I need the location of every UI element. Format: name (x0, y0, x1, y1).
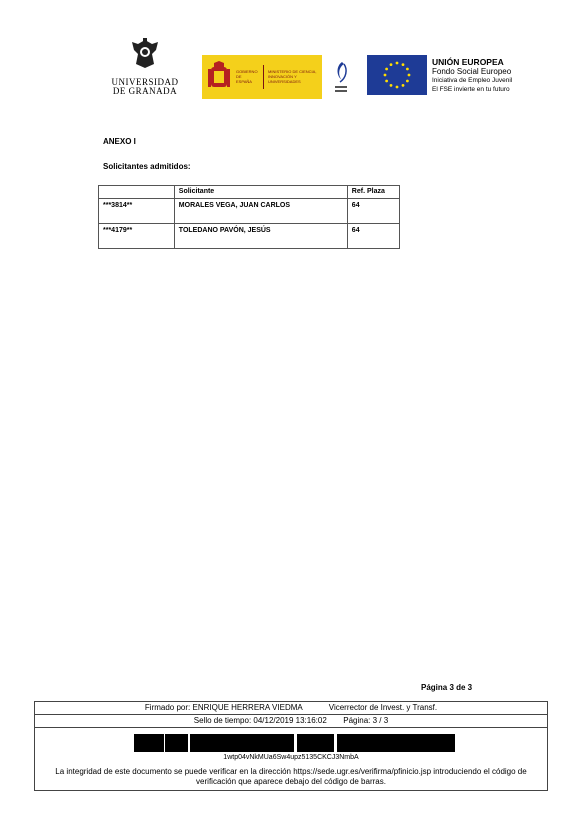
table-header-row (99, 186, 400, 199)
eu-stars-icon (367, 55, 427, 95)
signature-box (34, 701, 548, 791)
eu-text-block (432, 58, 512, 94)
government-logo (202, 55, 322, 99)
eu-title: UNIÓN EUROPEA (432, 57, 504, 67)
table-row (99, 199, 400, 224)
government-label: GOBIERNO DE ESPAÑA (236, 69, 258, 84)
verification-code: 1wtp04vNkMUa6Sw4upz5135CKCJ3NmbA (223, 754, 359, 761)
university-logo (108, 38, 182, 96)
signed-by: Firmado por: ENRIQUE HERRERA VIEDMA (144, 703, 303, 712)
university-name-line1: UNIVERSIDAD (111, 77, 179, 87)
timestamp-row (35, 715, 547, 728)
row-name: TOLEDANO PAVÓN, JESÚS (174, 224, 347, 249)
eu-fund-line: Fondo Social Europeo (432, 67, 512, 76)
eu-initiative-line: Iniciativa de Empleo Juvenil (432, 77, 513, 84)
row-ref: 64 (347, 224, 399, 249)
table-row (99, 224, 400, 249)
ministry-label: MINISTERIO DE CIENCIA, INNOVACIÓN Y UNIVERSIDADES (268, 69, 317, 84)
barcode-icon (133, 734, 455, 752)
row-ref: 64 (347, 199, 399, 224)
university-crest-icon (130, 38, 160, 70)
timestamp: Sello de tiempo: 04/12/2019 13:16:02 (193, 716, 327, 725)
applicants-table (98, 185, 400, 249)
university-name-line2: DE GRANADA (112, 86, 178, 96)
signature-page: Página: 3 / 3 (343, 716, 389, 725)
research-agency-logo-icon (332, 60, 350, 96)
eu-slogan-line: El FSE invierte en tu futuro (432, 86, 510, 93)
government-divider (263, 65, 264, 89)
page-number: Página 3 de 3 (421, 683, 473, 692)
row-id: ***3814** (99, 199, 175, 224)
header-applicant: Solicitante (174, 186, 347, 199)
verification-text: La integridad de este documento se puede verificar en la dirección https://sede.ugr.es/verifirma/pfinicio.jsp introduciendo el código de verificación que aparece debajo del código de barras. (55, 767, 527, 786)
eu-flag (367, 55, 427, 95)
row-id: ***4179** (99, 224, 175, 249)
signature-row (35, 702, 547, 715)
signer-role: Vicerrector de Invest. y Transf. (328, 703, 438, 712)
annex-title: ANEXO I (103, 137, 136, 146)
spain-coat-of-arms-icon (208, 61, 230, 93)
header-ref: Ref. Plaza (347, 186, 399, 199)
admitted-subtitle: Solicitantes admitidos: (103, 162, 191, 171)
header-id (99, 186, 175, 199)
row-name: MORALES VEGA, JUAN CARLOS (174, 199, 347, 224)
